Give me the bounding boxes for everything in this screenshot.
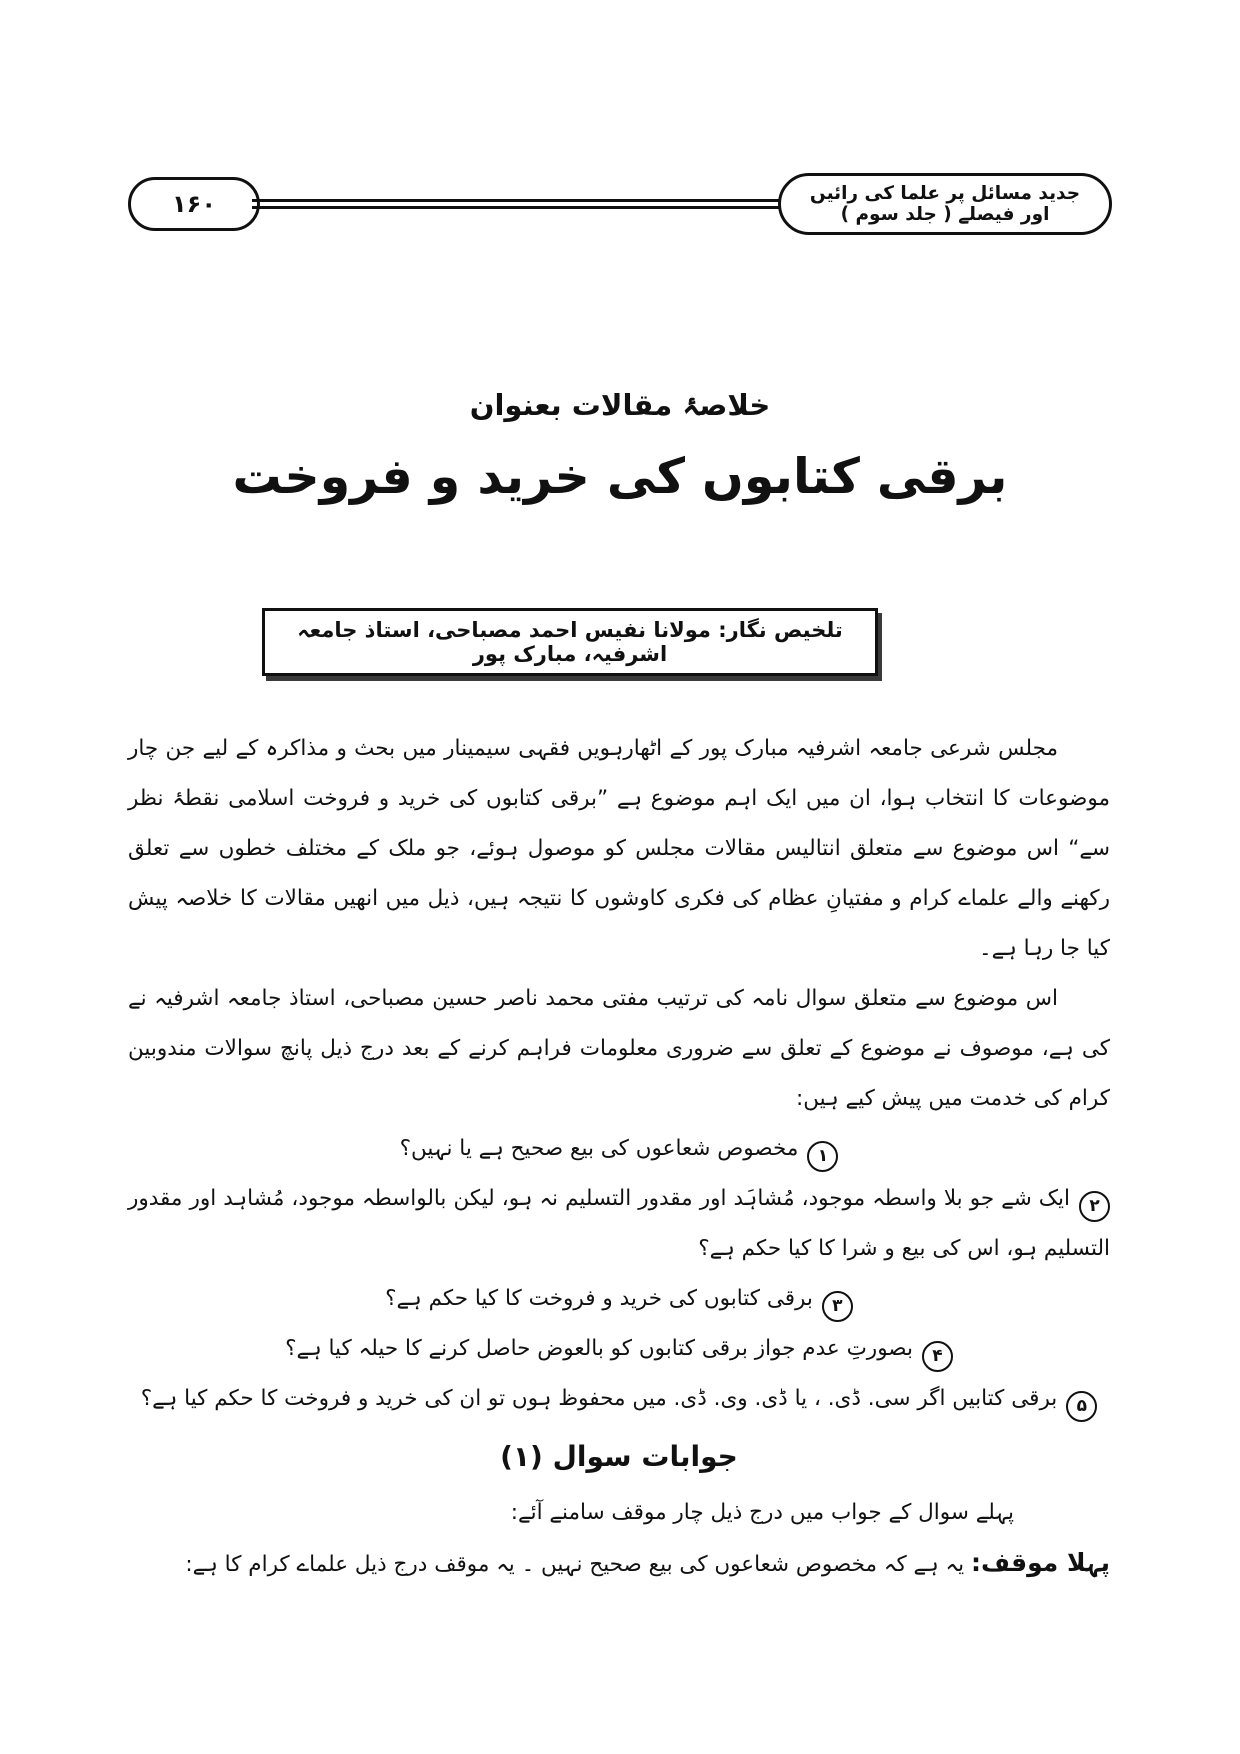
question-item-3: [128, 1274, 1110, 1324]
question-number-circle: ۵: [1066, 1391, 1097, 1422]
question-number-circle: ۳: [822, 1291, 853, 1322]
stance-1-paragraph: [128, 1538, 1110, 1590]
questionnaire-paragraph: اس موضوع سے متعلق سوال نامہ کی ترتیب مفتی محمد ناصر حسین مصباحی، استاذ جامعہ اشرفیہ نے کی ہے، موصوف نے موضوع کے تعلق سے ضروری معلومات فراہم کرنے کے بعد درج ذیل پانچ سوالات مندوبین کرام کی خدمت میں پیش کیے ہیں:: [128, 986, 1110, 1111]
page-number-badge: [128, 177, 260, 231]
question-text: برقی کتابوں کی خرید و فروخت کا کیا حکم ہے؟: [385, 1286, 813, 1311]
question-text: مخصوص شعاعوں کی بیع صحیح ہے یا نہیں؟: [399, 1136, 799, 1161]
question-text: برقی کتابیں اگر سی. ڈی. ، یا ڈی. وی. ڈی. میں محفوظ ہوں تو ان کی خرید و فروخت کا حکم کیا ہے؟: [140, 1386, 1058, 1411]
page-number: ۱۶۰: [172, 190, 216, 218]
chapter-title: برقی کتابوں کی خرید و فروخت: [232, 448, 1008, 505]
answers-heading: جوابات سوال (۱): [500, 1440, 738, 1473]
header-rule: [252, 199, 786, 209]
author-credit-box: [262, 608, 878, 676]
question-text: بصورتِ عدم جواز برقی کتابوں کو بالعوض حاصل کرنے کا حیلہ کیا ہے؟: [285, 1336, 913, 1361]
intro-paragraph: مجلس شرعی جامعہ اشرفیہ مبارک پور کے اٹھارہویں فقہی سیمینار میں بحث و مذاکرہ کے لیے جن چار موضوعات کا انتخاب ہوا، ان میں ایک اہم موضوع ہے ”برقی کتابوں کی خرید و فروخت اسلامی نقطۂ نظر سے“ اس موضوع سے متعلق انتالیس مقالات مجلس کو موصول ہوئے، جو ملک کے مختلف خطوں سے تعلق رکھنے والے علماے کرام و مفتیانِ عظام کی فکری کاوشوں کا نتیجہ ہیں، ذیل میں انھیں مقالات کا خلاصہ پیش کیا جا رہا ہے۔: [128, 736, 1110, 961]
body-text: [128, 724, 1110, 1590]
stance-1-text: یہ ہے کہ مخصوص شعاعوں کی بیع صحیح نہیں ۔ یہ موقف درج ذیل علماے کرام کا ہے:: [185, 1552, 971, 1577]
question-item-1: [128, 1124, 1110, 1174]
question-number-circle: ۲: [1079, 1191, 1110, 1222]
question-item-5: [128, 1374, 1110, 1424]
question-item-4: [128, 1324, 1110, 1374]
running-title: جدید مسائل پر علما کی رائیں اور فیصلے ( جلد سوم ): [809, 183, 1081, 225]
question-item-2: [128, 1174, 1110, 1274]
question-number-circle: ۱: [807, 1141, 838, 1172]
question-text: ایک شے جو بلا واسطہ موجود، مُشاہَد اور مقدور التسلیم نہ ہو، لیکن بالواسطہ موجود، مُشاہد اور مقدور التسلیم ہو، اس کی بیع و شرا کا کیا حکم ہے؟: [128, 1186, 1110, 1261]
answers-intro: پہلے سوال کے جواب میں درج ذیل چار موقف سامنے آئے:: [510, 1500, 1014, 1525]
running-title-badge: [778, 173, 1112, 235]
page-header: [128, 166, 1112, 242]
question-number-circle: ۴: [922, 1341, 953, 1372]
section-kicker: خلاصۂ مقالات بعنوان: [469, 388, 771, 422]
author-credit: تلخیص نگار: مولانا نفیس احمد مصباحی، استاذ جامعہ اشرفیہ، مبارک پور: [297, 618, 843, 666]
stance-1-label: پہلا موقف:: [970, 1548, 1110, 1577]
